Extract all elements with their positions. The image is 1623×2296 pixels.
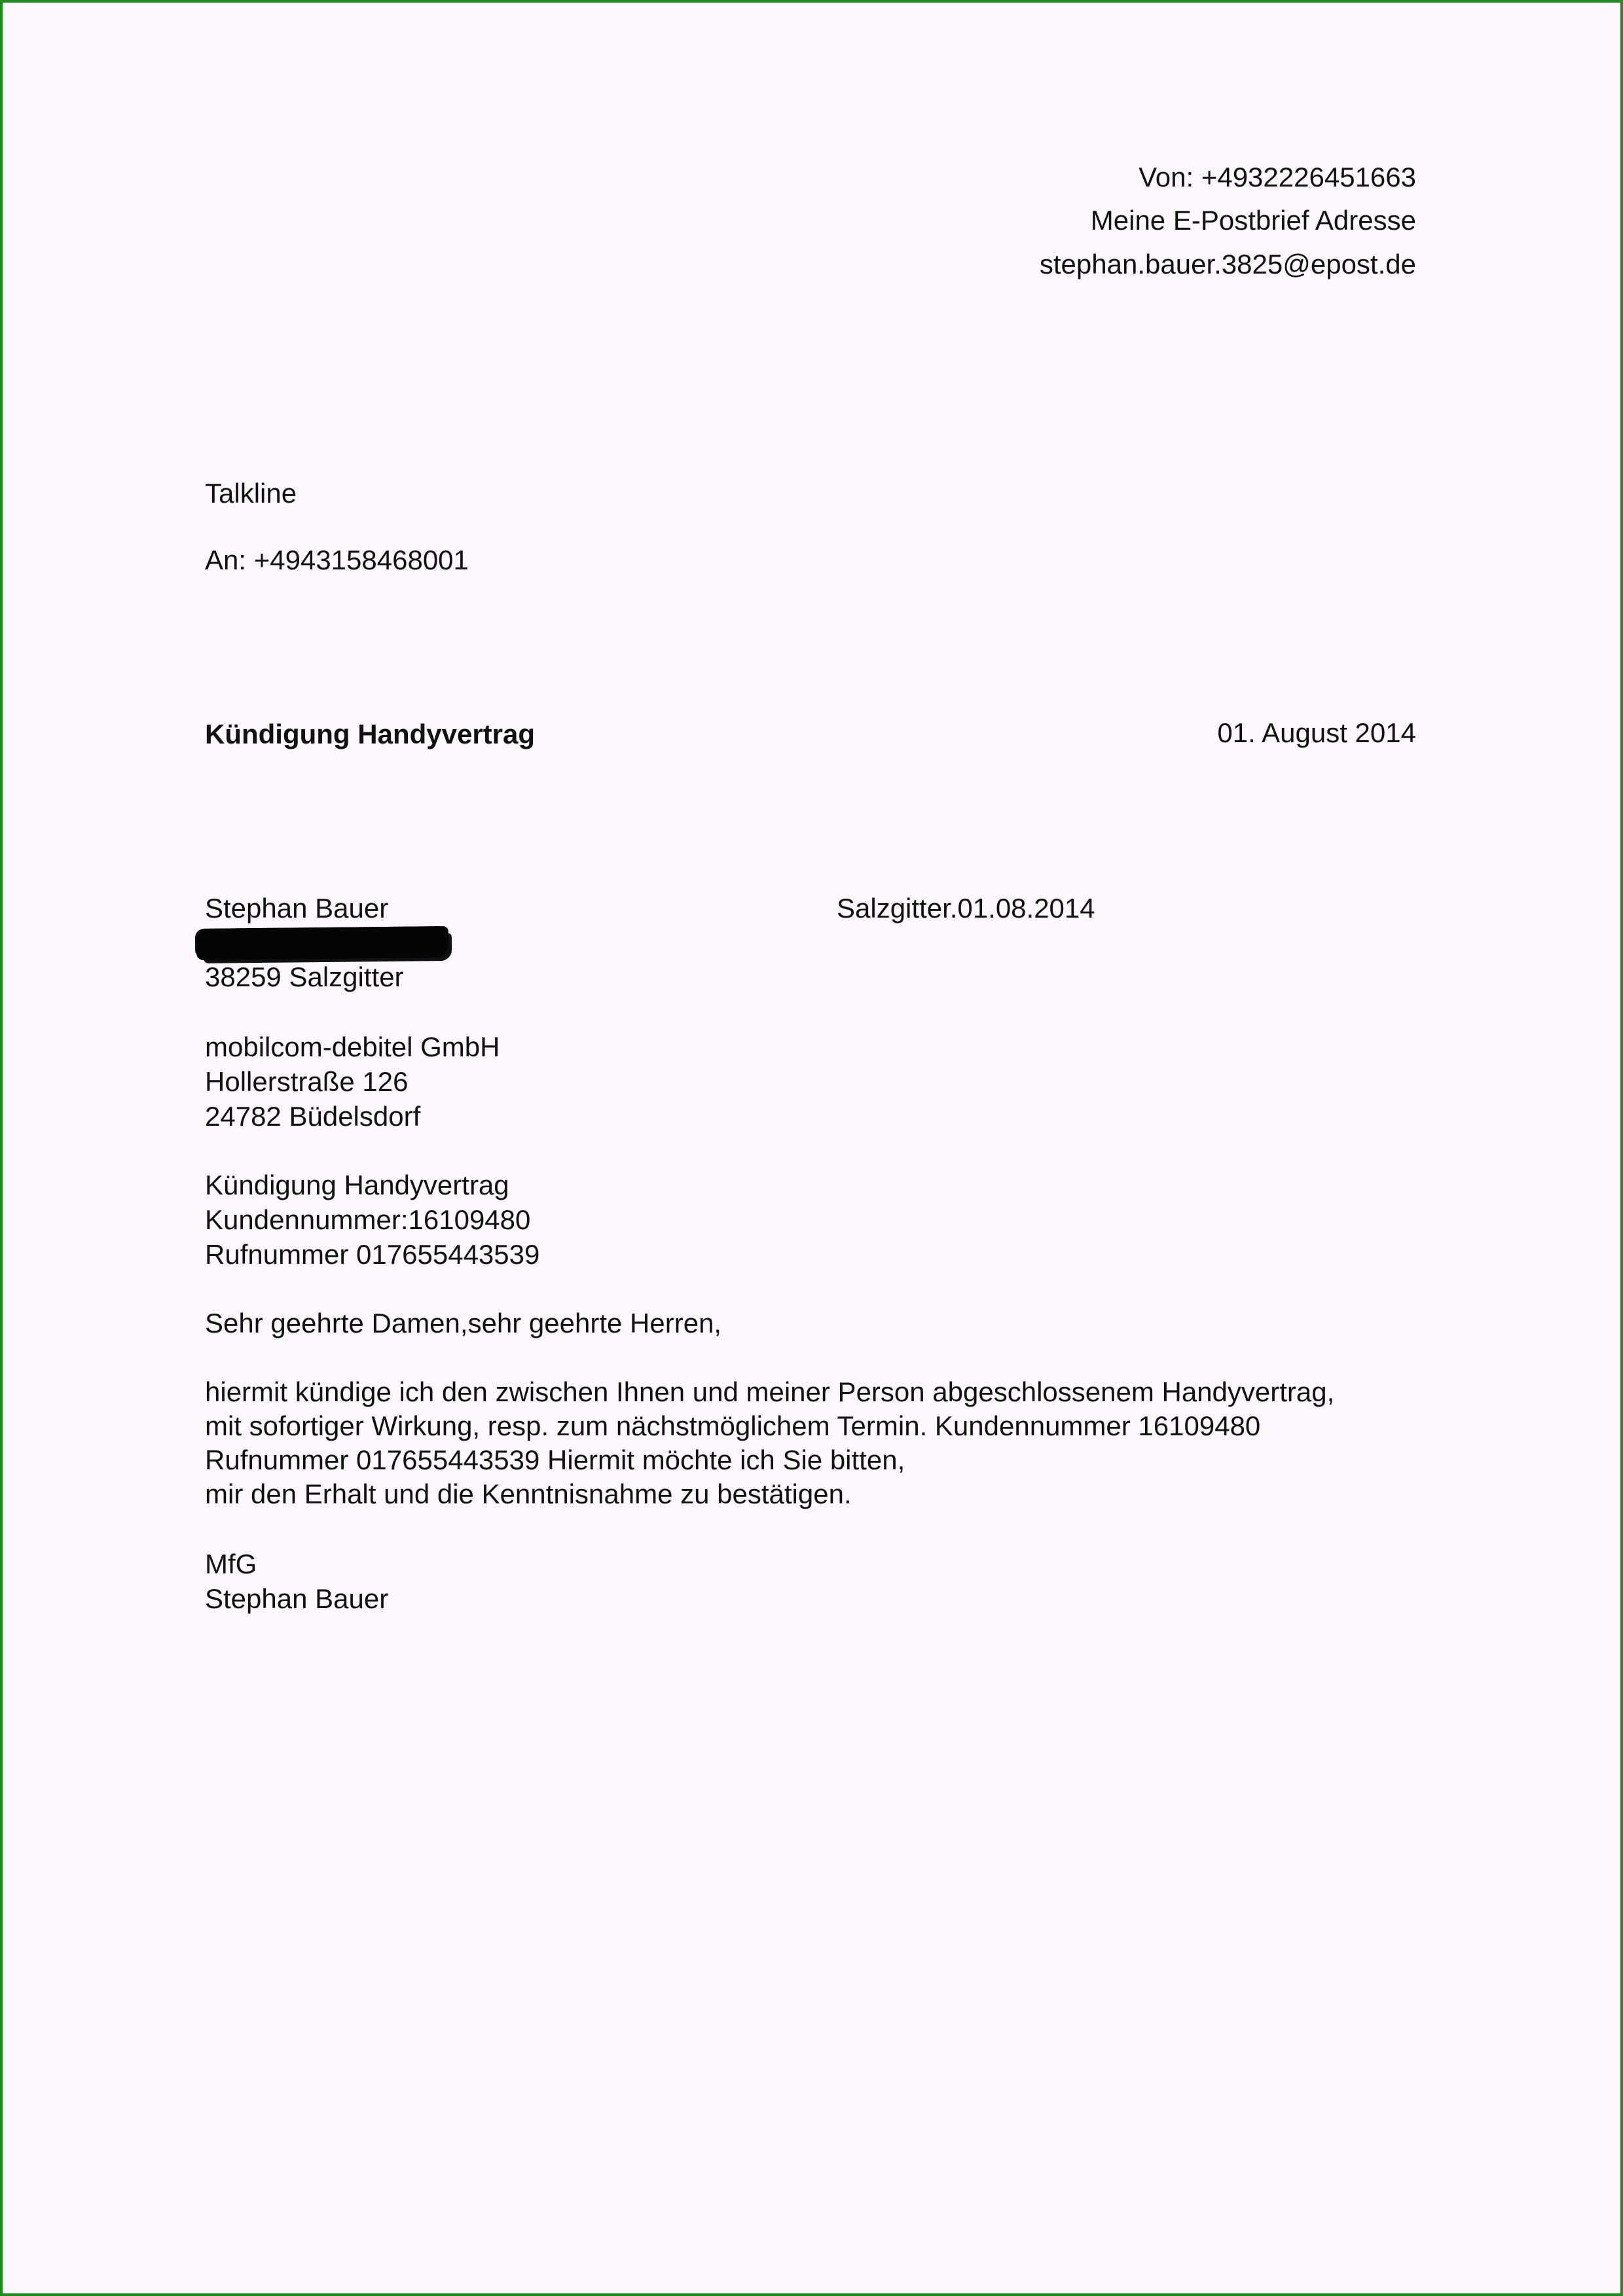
- body-line: mit sofortiger Wirkung, resp. zum nächstmöglichem Termin. Kundennummer 16109480: [205, 1410, 1261, 1441]
- recipient-address-line: Hollerstraße 126: [205, 1066, 409, 1097]
- sender-from-line: Von: +4932226451663: [1139, 162, 1416, 192]
- recipient-to-line: An: +4943158468001: [205, 545, 469, 575]
- reference-line: Kundennummer:16109480: [205, 1204, 531, 1235]
- body-line: mir den Erhalt und die Kenntnisnahme zu bestätigen.: [205, 1479, 852, 1509]
- recipient-company: Talkline: [205, 478, 297, 509]
- place-date: Salzgitter.01.08.2014: [837, 893, 1095, 924]
- recipient-address-line: mobilcom-debitel GmbH: [205, 1031, 500, 1062]
- salutation: Sehr geehrte Damen,sehr geehrte Herren,: [205, 1308, 722, 1338]
- epost-label: Meine E-Postbrief Adresse: [1090, 205, 1416, 236]
- sender-city: 38259 Salzgitter: [205, 961, 404, 992]
- closing: MfG: [205, 1549, 257, 1579]
- signature-name: Stephan Bauer: [205, 1583, 389, 1614]
- letter-date: 01. August 2014: [1217, 717, 1416, 748]
- epost-address: stephan.bauer.3825@epost.de: [1039, 249, 1416, 279]
- sender-name: Stephan Bauer: [205, 893, 389, 924]
- redacted-street-address: [196, 926, 448, 960]
- recipient-address-block: [205, 1030, 500, 1134]
- letter-body: [205, 1375, 1334, 1511]
- reference-block: [205, 1168, 539, 1272]
- body-line: hiermit kündige ich den zwischen Ihnen und meiner Person abgeschlossenem Handyvertrag,: [205, 1376, 1335, 1407]
- subject-title: Kündigung Handyvertrag: [205, 719, 536, 749]
- reference-line: Rufnummer 017655443539: [205, 1239, 540, 1270]
- reference-line: Kündigung Handyvertrag: [205, 1170, 509, 1200]
- body-line: Rufnummer 017655443539 Hiermit möchte ich Sie bitten,: [205, 1444, 905, 1475]
- recipient-address-line: 24782 Büdelsdorf: [205, 1101, 421, 1132]
